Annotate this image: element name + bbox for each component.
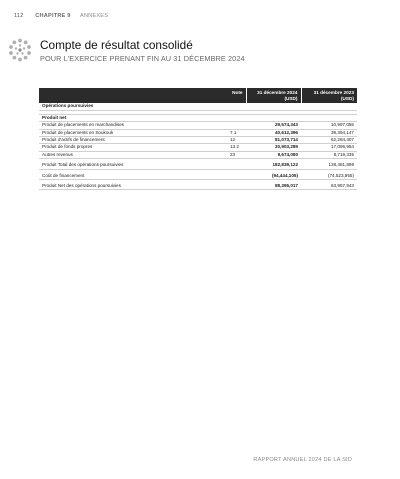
row-value-2024: 40,612,396 [246, 129, 301, 136]
table-row [39, 129, 357, 136]
label-column-header [39, 88, 220, 103]
financing-cost-2024: (94,444,105) [246, 173, 301, 180]
chapter-label: CHAPITRE 9 [35, 13, 71, 19]
year-2024-column-header: 31 décembre 2024 (USD) [246, 88, 301, 103]
row-label: Autres revenus [39, 151, 220, 158]
note-column-header: Note [220, 88, 246, 103]
row-note: 12 [220, 136, 246, 143]
row-label: Produit de fonds propres [39, 144, 220, 151]
row-value-2024: 20,903,289 [246, 144, 301, 151]
table-row [39, 136, 357, 143]
row-value-2024: 81,073,714 [246, 136, 301, 143]
section-label: ANNEXES [80, 13, 109, 19]
row-value-2024: 29,574,343 [246, 122, 301, 129]
row-note [220, 122, 246, 129]
row-value-2024: 9,674,080 [246, 151, 301, 158]
net-continuing-2024: 88,395,017 [246, 183, 301, 190]
net-continuing-label: Produit Net des opérations poursuivies [39, 183, 220, 190]
row-value-2023: 62,284,407 [301, 136, 357, 143]
dotted-circle-logo-icon [8, 38, 32, 62]
total-continuing-2024: 182,839,122 [246, 162, 301, 169]
row-note: 7.1 [220, 129, 246, 136]
row-value-2023: 8,719,335 [301, 151, 357, 158]
row-note: 23 [220, 151, 246, 158]
section-title-net: Produit net [39, 114, 220, 121]
section-row [39, 103, 357, 110]
table-row [39, 151, 357, 158]
section-row [39, 114, 357, 121]
financing-cost-row [39, 173, 357, 180]
financing-cost-label: Coût de financement [39, 173, 220, 180]
row-label: Produit de placements en marchandises [39, 122, 220, 129]
table-header-row [39, 88, 357, 103]
total-row [39, 162, 357, 169]
table-row [39, 122, 357, 129]
page-number: 112 [14, 13, 24, 19]
running-header [14, 13, 108, 19]
table-row [39, 144, 357, 151]
financing-cost-2023: (74,523,955) [301, 173, 357, 180]
total-continuing-2023: 138,481,898 [301, 162, 357, 169]
row-value-2023: 10,997,055 [301, 122, 357, 129]
year-2023-column-header: 31 décembre 2023 (USD) [301, 88, 357, 103]
running-footer: RAPPORT ANNUEL 2024 DE LA SID [253, 457, 352, 463]
section-title-continuing: Opérations poursuivies [39, 103, 220, 110]
page-subtitle: POUR L'EXERCICE PRENANT FIN AU 31 DÉCEMBRE 2024 [40, 54, 245, 63]
net-continuing-2023: 63,957,943 [301, 183, 357, 190]
page-title: Compte de résultat consolidé [40, 38, 193, 52]
row-value-2023: 17,096,954 [301, 144, 357, 151]
income-statement-table [39, 88, 357, 190]
row-label: Produit de placements en Soukouk [39, 129, 220, 136]
total-continuing-label: Produit Total des opérations poursuivies [39, 162, 220, 169]
row-value-2023: 39,394,147 [301, 129, 357, 136]
net-row [39, 183, 357, 190]
row-note: 13.2 [220, 144, 246, 151]
row-label: Produit d'actifs de financement [39, 136, 220, 143]
